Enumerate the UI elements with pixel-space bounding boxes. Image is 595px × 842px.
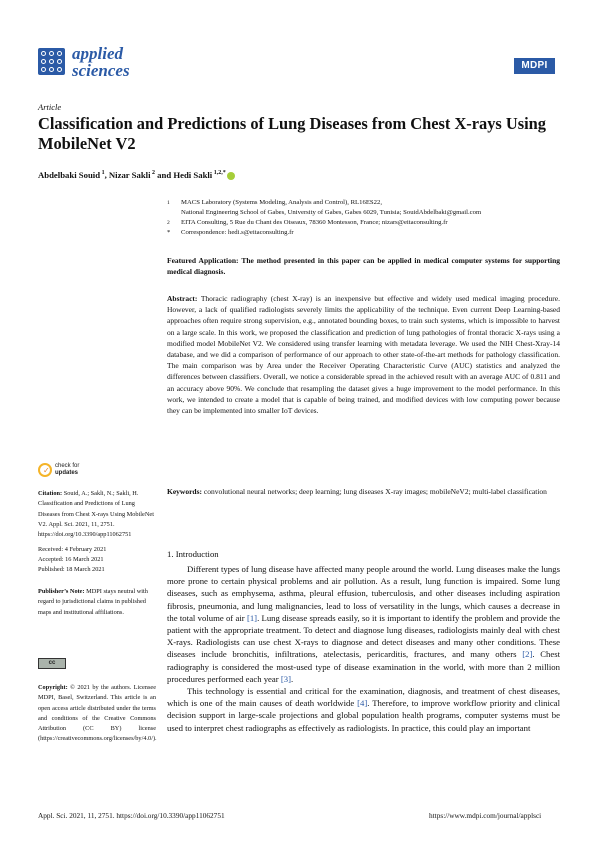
- keywords: [167, 486, 560, 497]
- publisher-note-label: Publisher’s Note:: [38, 588, 85, 595]
- paragraph-text: . Lung disease spreads easily, so it is important to identify the problem and provide the patient with the appropriate treatment. To detect and diagnose lung diseases, radiologists mainly deal with chest X-rays. Radiologists can use chest X-rays to diagnose and detect diseases and many other conditions. These diseases include bronchitis, infiltrations, atelectasis, pericarditis, fractures, and many others: [167, 612, 561, 660]
- reference-link[interactable]: [1]: [246, 612, 258, 623]
- journal-name-line1: applied: [72, 44, 123, 63]
- journal-name: [72, 45, 130, 79]
- cc-license-icon[interactable]: cc: [38, 658, 66, 669]
- keywords-label: Keywords:: [167, 487, 202, 496]
- footer-citation: Appl. Sci. 2021, 11, 2751. https://doi.org/10.3390/app11062751: [38, 811, 225, 820]
- paper-title: Classification and Predictions of Lung Diseases from Chest X-rays Using MobileNet V2: [38, 114, 546, 153]
- author-name: Abdelbaki Souid: [38, 170, 101, 180]
- affiliation-1-text: MACS Laboratory (Systems Modeling, Analysis and Control), RL16ES22,: [181, 199, 382, 206]
- article-type: Article: [38, 102, 62, 112]
- reference-link[interactable]: [4]: [357, 698, 368, 709]
- check-updates-line2: updates: [55, 470, 79, 476]
- citation-text: Souid, A.; Sakli, N.; Sakli, H. Classification and Predictions of Lung Diseases from Chest X-rays Using MobileNet V2. Appl. Sci. 2021, 11, 2751. https://doi.org/10.3390/app11062751: [38, 490, 154, 539]
- paragraph-text: This technology is essential and critical for the examination, diagnosis, and treatment of chest diseases, which is one of the main causes of death worldwide: [167, 686, 560, 709]
- author-list: [38, 170, 235, 180]
- check-updates-line1: check for: [55, 463, 80, 469]
- check-updates-icon: ✓: [38, 463, 52, 477]
- paragraph-text: Different types of lung disease have affected many people around the world. Lung diseases make the lungs more prone to certain physical problems and air pollution. As a result, lung function is impaired. Some lung diseases, such as emphysema, asthma, pleural effusion, tuberculosis, and other diseases including aspiration fibrosis, pneumonia, and lung malignancies, lead to loss of versatility in the lungs, which causes a decrease in the total volume of air: [167, 564, 560, 623]
- citation-label: Citation:: [38, 490, 63, 497]
- journal-name-line2: sciences: [72, 61, 130, 80]
- featured-text: The method presented in this paper can be applied in medical computer systems for supporting medical diagnosis.: [167, 256, 560, 276]
- author-affil-sup: 1,2,*: [213, 170, 226, 177]
- accepted-date: Accepted: 16 March 2021: [38, 556, 104, 563]
- affiliation-number: 2: [167, 220, 170, 226]
- paragraph-text: . Therefore, to improve workflow priority and clinical decision support in large-scale projections and global population health programs, computer systems must be used to interpret chest radiographs as effectively as radiologists. In practice, this could play an important: [167, 698, 560, 733]
- author-separator: ,: [104, 170, 109, 180]
- affiliation-number: 1: [167, 200, 170, 206]
- affiliation-2-text: EITA Consulting, 5 Rue du Chant des Oiseaux, 78360 Montesson, France; nizars@eitaconsulting.fr: [181, 219, 448, 226]
- paragraph: [167, 685, 560, 734]
- publisher-note-text: MDPI stays neutral with regard to jurisdictional claims in published maps and institutional affiliations.: [38, 588, 148, 616]
- reference-link[interactable]: [3]: [280, 673, 291, 684]
- mdpi-logo: MDPI: [514, 58, 555, 74]
- paragraph-text: . Chest radiography is considered the most-used type of disease examination in the world, with more than 2 million procedures performed each year: [167, 649, 560, 684]
- affiliation-1: [167, 198, 170, 208]
- affiliation-2: [167, 218, 170, 228]
- author-name: Hedi Sakli: [173, 170, 213, 180]
- journal-logo-icon: [38, 48, 65, 75]
- copyright-text: © 2021 by the authors. Licensee MDPI, Basel, Switzerland. This article is an open access article distributed under the terms and conditions of the Creative Commons Attribution (CC BY) license (https://creativecommons.org/licenses/by/4.0/).: [38, 684, 157, 743]
- abstract-text: Thoracic radiography (chest X-ray) is an inexpensive but effective and widely used medical imaging procedure. However, a lack of qualified radiologists severely limits the applicability of the technique. Even current Deep Learning-based approaches often require strong supervision, e.g., annotated bounding boxes, to train such systems, which is impossible to harvest on a large scale. In this work, we proposed the classification and prediction of lung pathologies of frontal thoracic X-rays using a modified model MobileNet V2. We considered using transfer learning with metadata leverage. We used the NIH Chest-Xray-14 database, and we did a comparison of performance of our approach to other state-of-the-art methods for pathology classification. The main comparison was by Area under the Receiver Operating Characteristic Curve (AUC) statistics and analyzed the differences between classifiers. Overall, we notice a considerable spread in the achieved result with an average AUC of 0.811 and an accuracy above 90%. We conclude that resampling the dataset gives a huge improvement to the model performance. In this work, we intended to create a model that is capable of being trained, and modified devices with low computing power because they can be implemented into smaller IoT devices.: [167, 294, 560, 416]
- correspondence-text: Correspondence: hedi.s@eitaconsulting.fr: [181, 229, 294, 236]
- abstract: [167, 293, 560, 416]
- copyright-block: [38, 683, 156, 745]
- published-date: Published: 18 March 2021: [38, 566, 105, 573]
- section-body: [167, 563, 560, 734]
- publisher-note: [38, 587, 156, 618]
- abstract-label: Abstract:: [167, 294, 198, 303]
- author-name: Nizar Sakli: [108, 170, 151, 180]
- footer-journal-url[interactable]: https://www.mdpi.com/journal/applsci: [429, 811, 542, 820]
- featured-label: Featured Application:: [167, 256, 239, 265]
- affiliation-1-cont: National Engineering School of Gabes, University of Gabes, Gabes 6029, Tunisia; SouidAbdelbaki@gmail.com: [181, 209, 482, 216]
- correspondence-mark: *: [167, 229, 171, 236]
- author-separator: and: [155, 170, 174, 180]
- section-heading: 1. Introduction: [167, 549, 219, 559]
- copyright-label: Copyright:: [38, 684, 68, 691]
- orcid-icon[interactable]: [227, 172, 235, 180]
- author-affil-sup: 1: [101, 170, 105, 177]
- keywords-text: convolutional neural networks; deep learning; lung diseases X-ray images; mobileNeV2; multi-label classification: [202, 487, 547, 496]
- paragraph: [167, 563, 560, 685]
- featured-application: [167, 256, 560, 277]
- paragraph-text: .: [290, 673, 294, 684]
- received-date: Received: 4 February 2021: [38, 546, 107, 553]
- author-affil-sup: 2: [152, 170, 155, 177]
- citation-block: [38, 489, 156, 540]
- reference-link[interactable]: [2]: [522, 649, 533, 660]
- check-updates-label: [55, 463, 95, 477]
